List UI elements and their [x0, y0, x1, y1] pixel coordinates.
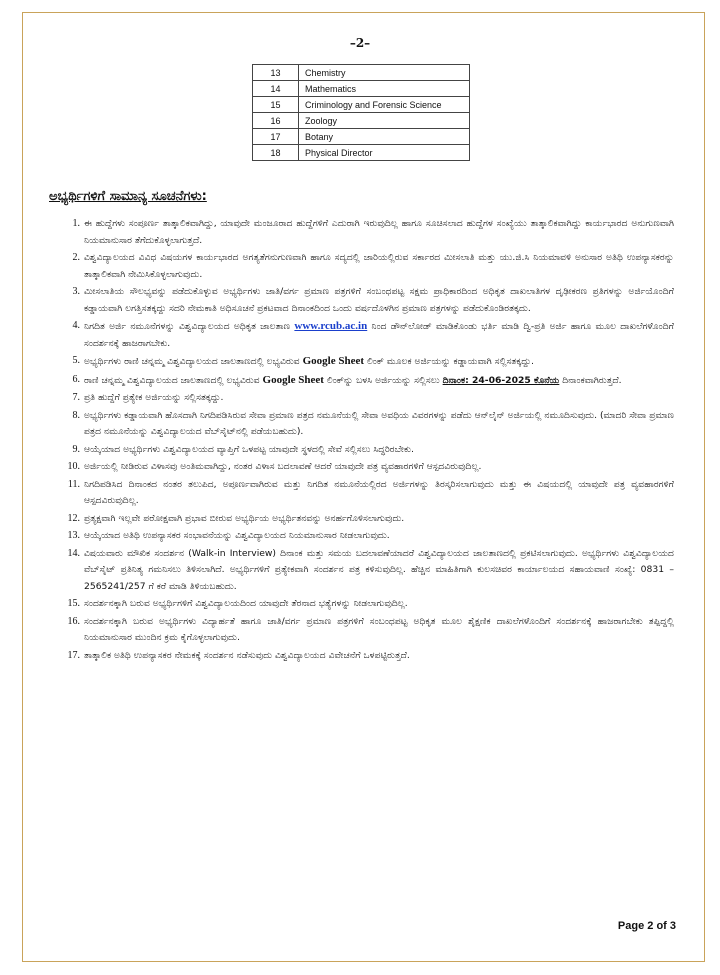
item-text: ಲಿಂಕ್ ಮೂಲಕ ಅರ್ಜಿಯನ್ನು ಕಡ್ಡಾಯವಾಗಿ ಸಲ್ಲಿಸತಕ್ಕದ್ದು.: [364, 356, 534, 367]
table-row: [253, 129, 470, 145]
item-text: ಪ್ರತ್ಯಕ್ಷವಾಗಿ ಇಲ್ಲವೇ ಪರೋಕ್ಷವಾಗಿ ಪ್ರಭಾವ ಬೀರುವ ಅಭ್ಯರ್ಥಿಯ ಅಭ್ಯರ್ಥಿತನವನ್ನು ಅನರ್ಹಗೊಳಿಸಲಾಗುವುದು.: [84, 512, 405, 524]
subject-number: 16: [253, 113, 299, 129]
item-text: ಅಭ್ಯರ್ಥಿಗಳು ರಾಣಿ ಚನ್ನಮ್ಮ ವಿಶ್ವವಿದ್ಯಾಲಯದ ಜಾಲತಾಣದಲ್ಲಿ ಲಭ್ಯವಿರುವ: [84, 356, 303, 367]
item-number: 10.: [67, 461, 80, 472]
instructions-list: [62, 216, 674, 665]
item-text: ಸಂದರ್ಶನಕ್ಕಾಗಿ ಬರುವ ಅಭ್ಯರ್ಥಿಗಳಿಗೆ ವಿಶ್ವವಿದ್ಯಾಲಯದಿಂದ ಯಾವುದೇ ತೆರನಾದ ಭತ್ಯೆಗಳನ್ನು ನೀಡಲಾಗುವುದಿಲ್ಲ.: [84, 598, 408, 609]
table-row: [253, 113, 470, 129]
list-item: [62, 372, 674, 390]
item-text: ಲಿಂಕ್‌ನ್ನು ಬಳಸಿ ಅರ್ಜಿಯನ್ನು ಸಲ್ಲಿಸಲು: [323, 374, 443, 386]
list-item: [62, 408, 674, 441]
item-number: 3.: [72, 286, 80, 297]
list-item: [62, 284, 674, 317]
item-text: ವಿಷಯವಾರು ಮೌಖಿಕ ಸಂದರ್ಶನ (Walk-in Interview) ದಿನಾಂಕ ಮತ್ತು ಸಮಯ ಬದಲಾವಣೆಯಾದರೆ ವಿಶ್ವವಿದ್ಯಾಲಯದ ಜಾಲತಾಣದಲ್ಲಿ ಪ್ರಕಟಿಸಲಾಗುವುದು. ಅಭ್ಯರ್ಥಿಗಳು ವಿಶ್ವವಿದ್ಯಾಲಯದ ವೆಬ್‌ಸೈಟ್ ಪ್ರತಿನಿತ್ಯ ಗಮನಿಸಲು ತಿಳಿಸಲಾಗಿದೆ. ಅಭ್ಯರ್ಥಿಗಳಿಗೆ ಪ್ರತ್ಯೇಕವಾಗಿ ಸಂದರ್ಶನ ಪತ್ರ ಕಳಿಸುವುದಿಲ್ಲ. ಹೆಚ್ಚಿನ ಮಾಹಿತಿಗಾಗಿ ಕುಲಸಚಿವರ ಕಾರ್ಯಾಲಯದ ಸಹಾಯವಾಣಿ ಸಂಖ್ಯೆ: 0831 – 2565241/257 ಗೆ ಕರೆ ಮಾಡಿ ತಿಳಿಯಬಹುದು.: [84, 547, 674, 592]
item-text: ಅರ್ಜಿಯಲ್ಲಿ ನೀಡಿರುವ ವಿಳಾಸವು ಅಂತಿಮವಾಗಿದ್ದು, ನಂತರ ವಿಳಾಸ ಬದಲಾವಣೆ ಆದರೆ ಯಾವುದೇ ಪತ್ರ ವ್ಯವಹಾರಗಳಿಗೆ ಆಸ್ಪದವಿರುವುದಿಲ್ಲ.: [84, 461, 482, 472]
item-text: ವಿಶ್ವವಿದ್ಯಾಲಯದ ವಿವಿಧ ವಿಷಯಗಳ ಕಾರ್ಯಭಾರದ ಅಗತ್ಯತೆಗನುಗುಣವಾಗಿ ಹಾಗೂ ಸದ್ಯದಲ್ಲಿ ಜಾರಿಯಲ್ಲಿರುವ ಸರ್ಕಾರದ ಮೀಸಲಾತಿ ಮತ್ತು ಯು.ಜಿ.ಸಿ ನಿಯಮಾವಳಿ ಅನುಸಾರ ಅತಿಥಿ ಉಪನ್ಯಾಸಕರನ್ನು ತಾತ್ಕಾಲಿಕವಾಗಿ ನೇಮಿಸಿಕೊಳ್ಳಲಾಗುವುದು.: [84, 252, 674, 280]
subjects-table: [252, 64, 470, 161]
item-number: 11.: [67, 478, 80, 490]
item-number: 4.: [72, 320, 80, 331]
subject-name: Botany: [299, 129, 470, 145]
table-row: [253, 65, 470, 81]
item-text: ರಾಣಿ ಚನ್ನಮ್ಮ ವಿಶ್ವವಿದ್ಯಾಲಯದ ಜಾಲತಾಣದಲ್ಲಿ ಲಭ್ಯವಿರುವ: [84, 374, 263, 386]
item-text: ಪ್ರತಿ ಹುದ್ದೆಗೆ ಪ್ರತ್ಯೇಕ ಅರ್ಜಿಯನ್ನು ಸಲ್ಲಿಸತಕ್ಕದ್ದು.: [84, 392, 224, 403]
item-number: 14.: [67, 547, 80, 559]
deadline-date: ದಿನಾಂಕ: 24-06-2025 ಕೊನೆಯ: [442, 374, 560, 386]
subject-number: 14: [253, 81, 299, 97]
subject-name: Physical Director: [299, 145, 470, 161]
list-item: [62, 318, 674, 352]
subject-number: 18: [253, 145, 299, 161]
item-number: 12.: [67, 512, 80, 524]
subject-number: 17: [253, 129, 299, 145]
item-number: 6.: [72, 373, 80, 385]
item-number: 16.: [67, 615, 80, 627]
list-item: [62, 596, 674, 613]
item-text: ನಿಗದಿಪಡಿಸಿದ ದಿನಾಂಕದ ನಂತರ ತಲುಪಿದ, ಅಪೂರ್ಣವಾಗಿರುವ ಮತ್ತು ನಿಗದಿತ ನಮೂನೆಯಲ್ಲಿರದ ಅರ್ಜಿಗಳನ್ನು ತಿರಸ್ಕರಿಸಲಾಗುವುದು ಮತ್ತು ಈ ವಿಷಯದಲ್ಲಿ ಯಾವುದೇ ಪತ್ರ ವ್ಯವಹಾರಗಳಿಗೆ ಆಸ್ಪದವಿರುವುದಿಲ್ಲ.: [84, 478, 674, 506]
table-row: [253, 145, 470, 161]
subject-name: Criminology and Forensic Science: [299, 97, 470, 113]
item-number: 2.: [72, 252, 80, 263]
item-number: 1.: [72, 218, 80, 229]
list-item: [62, 528, 674, 545]
item-text: ನಿಂದ ಡೌನ್‌ಲೋಡ್ ಮಾಡಿಕೊಂಡು ಭರ್ತಿ ಮಾಡಿ ದ್ವಿ-ಪ್ರತಿ ಅರ್ಜಿ ಹಾಗೂ ಮೂಲ ದಾಖಲೆಗಳೊಂದಿಗೆ ಸಂದರ್ಶನಕ್ಕೆ ಹಾಜರಾಗಬೇಕು.: [84, 321, 674, 349]
subject-number: 13: [253, 65, 299, 81]
instructions-heading: ಅಭ್ಯರ್ಥಿಗಳಿಗೆ ಸಾಮಾನ್ಯ ಸೂಚನೆಗಳು:: [49, 189, 207, 204]
item-number: 8.: [72, 409, 80, 421]
list-item: [62, 442, 674, 459]
item-text: ಸಂದರ್ಶನಕ್ಕಾಗಿ ಬರುವ ಅಭ್ಯರ್ಥಿಗಳು ವಿದ್ಯಾರ್ಹತೆ ಹಾಗೂ ಜಾತಿ/ವರ್ಗ ಪ್ರಮಾಣ ಪತ್ರಗಳಿಗೆ ಸಂಬಂಧಪಟ್ಟ ಅಧಿಕೃತ ಮೂಲ ಶೈಕ್ಷಣಿಕ ದಾಖಲೆಗಳೊಂದಿಗೆ ಸಂದರ್ಶನಕ್ಕೆ ಹಾಜರಾಗಬೇಕು ತಪ್ಪಿದ್ದಲ್ಲಿ ನಿಯಮಾನುಸಾರ ಮುಂದಿನ ಕ್ರಮ ಕೈಗೊಳ್ಳಲಾಗುವುದು.: [84, 615, 674, 643]
item-text: ತಾತ್ಕಾಲಿಕ ಅತಿಥಿ ಉಪನ್ಯಾಸಕರ ನೇಮಕಕ್ಕೆ ಸಂದರ್ಶನ ನಡೆಸುವುದು ವಿಶ್ವವಿದ್ಯಾಲಯದ ವಿವೇಚನೆಗೆ ಒಳಪಟ್ಟಿರುತ್ತದೆ.: [84, 649, 410, 661]
item-number: 13.: [67, 530, 80, 541]
item-text: ಈ ಹುದ್ದೆಗಳು ಸಂಪೂರ್ಣ ತಾತ್ಕಾಲಿಕವಾಗಿದ್ದು, ಯಾವುದೇ ಮಂಜೂರಾದ ಹುದ್ದೆಗಳಿಗೆ ಎದುರಾಗಿ ಇರುವುದಿಲ್ಲ ಹಾಗೂ ಸೂಚಿಸಲಾದ ಹುದ್ದೆಗಳ ಸಂಖ್ಯೆಯು ತಾತ್ಕಾಲಿಕವಾಗಿದ್ದು ಕಾರ್ಯಭಾರದ ಅನುಗುಣವಾಗಿ ನಿಯಮಾನುಸಾರ ತೆಗೆದುಕೊಳ್ಳಲಾಗುತ್ತದೆ.: [84, 218, 674, 246]
list-item: [62, 353, 674, 371]
list-item: [62, 477, 674, 510]
subject-number: 15: [253, 97, 299, 113]
item-text: ಆಯ್ಕೆಯಾದ ಅತಿಥಿ ಉಪನ್ಯಾಸಕರ ಸಂಭಾವನೆಯನ್ನು ವಿಶ್ವವಿದ್ಯಾಲಯದ ನಿಯಮಾನುಸಾರ ನೀಡಲಾಗುವುದು.: [84, 530, 390, 541]
item-number: 15.: [67, 598, 80, 609]
list-item: [62, 546, 674, 596]
list-item: [62, 390, 674, 407]
item-text: ಆಯ್ಕೆಯಾದ ಅಭ್ಯರ್ಥಿಗಳು ವಿಶ್ವವಿದ್ಯಾಲಯದ ವ್ಯಾಪ್ತಿಗೆ ಒಳಪಟ್ಟ ಯಾವುದೇ ಸ್ಥಳದಲ್ಲಿ ಸೇವೆ ಸಲ್ಲಿಸಲು ಸಿದ್ಧರಿರಬೇಕು.: [84, 443, 414, 455]
item-text: ಮೀಸಲಾತಿಯ ಸೌಲಭ್ಯವನ್ನು ಪಡೆದುಕೊಳ್ಳುವ ಅಭ್ಯರ್ಥಿಗಳು ಜಾತಿ/ವರ್ಗ ಪ್ರಮಾಣ ಪತ್ರಗಳಿಗೆ ಸಂಬಂಧಪಟ್ಟ ಸಕ್ಷಮ ಪ್ರಾಧಿಕಾರದಿಂದ ಅಧಿಕೃತ ದಾಖಲಾತಿಗಳ ದೃಢೀಕರಣ ಪ್ರತಿಗಳನ್ನು ಅರ್ಜಿಯೊಂದಿಗೆ ಕಡ್ಡಾಯವಾಗಿ ಲಗತ್ತಿಸತಕ್ಕದ್ದು ಸದರಿ ನೇಮಕಾತಿ ಅಧಿಸೂಚನೆ ಪ್ರಕಟವಾದ ದಿನಾಂಕದಿಂದ ಒಂದು ವರ್ಷದೊಳಗಿನ ಪ್ರಮಾಣ ಪತ್ರಗಳನ್ನು ಪಡೆದುಕೊಂಡಿರತಕ್ಕದು.: [84, 286, 674, 314]
item-text: ನಿಗದಿತ ಅರ್ಜಿ ನಮೂನೆಗಳನ್ನು ವಿಶ್ವವಿದ್ಯಾಲಯದ ಅಧಿಕೃತ ಜಾಲತಾಣ: [84, 321, 295, 332]
subject-name: Mathematics: [299, 81, 470, 97]
subject-name: Zoology: [299, 113, 470, 129]
table-row: [253, 97, 470, 113]
subject-name: Chemistry: [299, 65, 470, 81]
list-item: [62, 459, 674, 476]
list-item: [62, 511, 674, 528]
google-sheet-text: Google Sheet: [302, 355, 365, 367]
item-number: 17.: [67, 649, 80, 661]
table-row: [253, 81, 470, 97]
list-item: [62, 614, 674, 647]
google-sheet-text: Google Sheet: [262, 373, 324, 386]
website-link[interactable]: www.rcub.ac.in: [294, 320, 368, 332]
list-item: [62, 648, 674, 665]
item-text: ದಿನಾಂಕವಾಗಿರುತ್ತದೆ.: [559, 374, 622, 386]
item-number: 5.: [72, 355, 80, 366]
item-number: 7.: [72, 392, 80, 403]
item-text: ಅಭ್ಯರ್ಥಿಗಳು ಕಡ್ಡಾಯವಾಗಿ ಹೊಸದಾಗಿ ನಿಗದಿಪಡಿಸಿರುವ ಸೇವಾ ಪ್ರಮಾಣ ಪತ್ರದ ನಮೂನೆಯಲ್ಲಿ ಸೇವಾ ಅವಧಿಯ ವಿವರಗಳನ್ನು ಪಡೆದು ಆನ್‌ಲೈನ್ ಅರ್ಜಿಯಲ್ಲಿ ನಮೂದಿಸುವುದು. (ಮಾದರಿ ಸೇವಾ ಪ್ರಮಾಣ ಪತ್ರದ ನಮೂನೆಯನ್ನು ವಿಶ್ವವಿದ್ಯಾಲಯದ ವೆಬ್‌ಸೈಟ್‌ನಲ್ಲಿ ಪಡೆಯಬಹುದು).: [84, 409, 674, 437]
item-number: 9.: [72, 443, 80, 455]
page-number-top: –2–: [349, 36, 371, 50]
list-item: [62, 250, 674, 283]
list-item: [62, 216, 674, 249]
page-footer: Page 2 of 3: [617, 920, 676, 932]
